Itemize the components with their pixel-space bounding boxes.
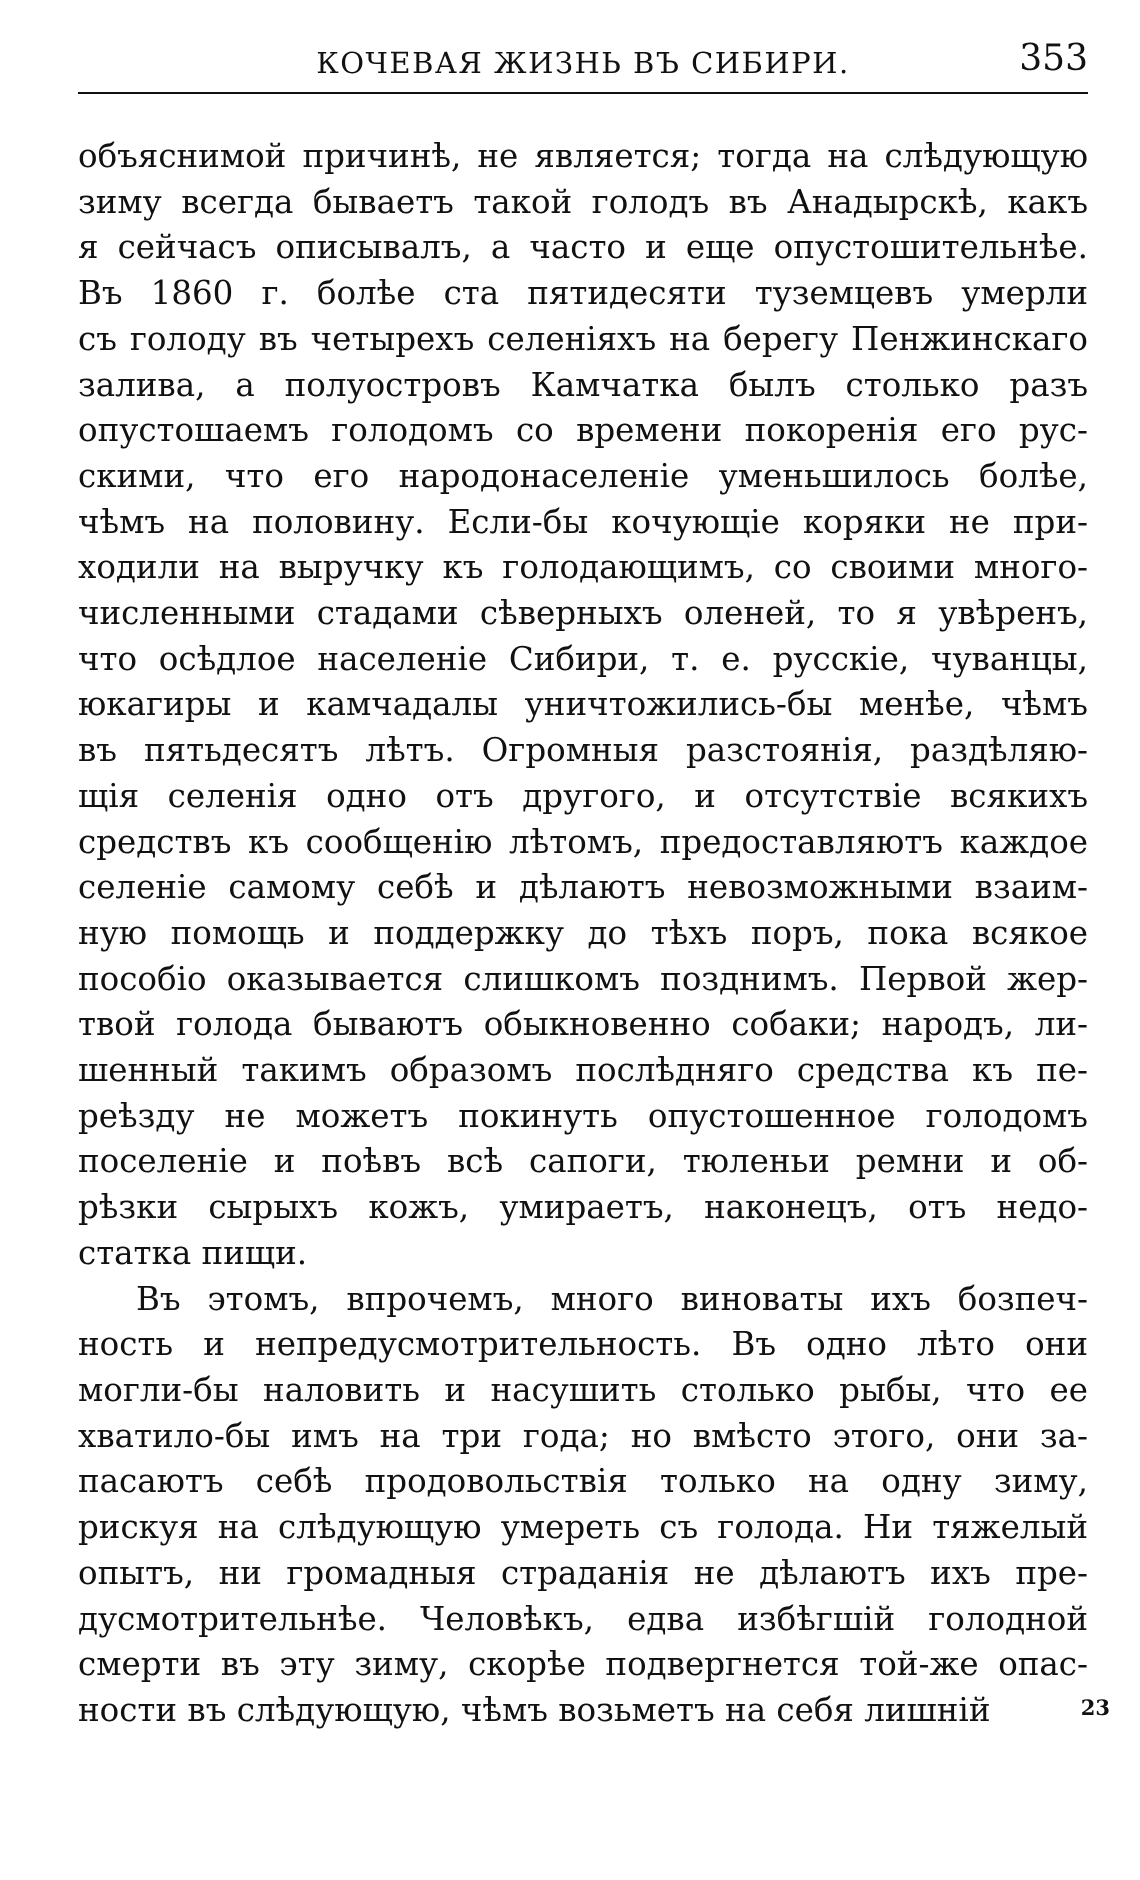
- page-number: 353: [1019, 38, 1088, 79]
- text-line: средствъ къ сообщенію лѣтомъ, предоставляютъ каждое: [78, 822, 1088, 861]
- text-line: объяснимой причинѣ, не является; тогда на слѣдующую: [78, 137, 1088, 175]
- body-text: [78, 134, 1088, 1734]
- paragraph-1: [78, 134, 1088, 1277]
- text-line: дусмотрительнѣе. Человѣкъ, едва избѣгшій голодной: [78, 1599, 1088, 1638]
- text-line: пасаютъ себѣ продовольствія только на одну зиму,: [78, 1462, 1088, 1501]
- text-line: шенный такимъ образомъ послѣдняго средства къ пе-: [78, 1051, 1088, 1090]
- text-line: рѣзки сырыхъ кожъ, умираетъ, наконецъ, отъ недо-: [78, 1188, 1088, 1227]
- text-line: ность и непредусмотрительность. Въ одно лѣто они: [78, 1325, 1088, 1364]
- text-line: что осѣдлое населеніе Сибири, т. е. русскіе, чуванцы,: [78, 639, 1088, 678]
- text-line: поселеніе и поѣвъ всѣ сапоги, тюленьи ремни и об-: [78, 1142, 1088, 1181]
- text-line: щія селенія одно отъ другого, и отсутствіе всякихъ: [78, 776, 1088, 815]
- text-line: я сейчасъ описывалъ, а часто и еще опустошительнѣе.: [78, 228, 1088, 267]
- text-line: могли-бы наловить и насушить столько рыбы, что ее: [78, 1370, 1088, 1409]
- text-line: съ голоду въ четырехъ селеніяхъ на берегу Пенжинскаго: [78, 319, 1088, 358]
- text-line: чѣмъ на половину. Если-бы кочующіе коряки не при-: [78, 502, 1088, 541]
- text-line: опустошаемъ голодомъ со времени покоренія его рус-: [78, 411, 1088, 450]
- text-line: юкагиры и камчадалы уничтожились-бы менѣе, чѣмъ: [78, 685, 1088, 724]
- text-line: селеніе самому себѣ и дѣлаютъ невозможными взаим-: [78, 868, 1088, 907]
- text-line: ную помощь и поддержку до тѣхъ поръ, пока всякое: [78, 913, 1088, 952]
- running-head: КОЧЕВАЯ ЖИЗНЬ ВЪ СИБИРИ.: [316, 46, 850, 80]
- text-line: рискуя на слѣдующую умереть съ голода. Ни тяжелый: [78, 1508, 1088, 1547]
- text-line: смерти въ эту зиму, скорѣе подвергнется той-же опас-: [78, 1645, 1088, 1684]
- text-line: Въ 1860 г. болѣе ста пятидесяти туземцевъ умерли: [78, 274, 1088, 313]
- text-line: численными стадами сѣверныхъ оленей, то я увѣренъ,: [78, 594, 1088, 633]
- text-line: хватило-бы имъ на три года; но вмѣсто этого, они за-: [78, 1416, 1088, 1455]
- book-page: [78, 38, 1088, 1734]
- text-line: ходили на выручку къ голодающимъ, со своими много-: [78, 548, 1088, 587]
- text-line: реѣзду не можетъ покинуть опустошенное голодомъ: [78, 1096, 1088, 1135]
- text-line: статка пищи.: [78, 1233, 308, 1272]
- printer-signature-mark: 23: [1080, 1695, 1110, 1720]
- text-line: твой голода бываютъ обыкновенно собаки; народъ, ли-: [78, 1005, 1088, 1044]
- text-line: въ пятьдесятъ лѣтъ. Огромныя разстоянія, раздѣляю-: [78, 731, 1088, 770]
- paragraph-2: [78, 1277, 1088, 1734]
- header-rule: [78, 92, 1088, 94]
- text-line: Въ этомъ, впрочемъ, много виноваты ихъ бозпеч-: [136, 1279, 1088, 1318]
- text-line: пособіо оказывается слишкомъ позднимъ. Первой жер-: [78, 959, 1088, 998]
- page-header: [78, 38, 1088, 90]
- text-line: опытъ, ни громадныя страданія не дѣлаютъ ихъ пре-: [78, 1553, 1088, 1592]
- text-line: залива, а полуостровъ Камчатка былъ столько разъ: [78, 365, 1088, 404]
- text-line: зиму всегда бываетъ такой голодъ въ Анадырскѣ, какъ: [78, 182, 1088, 221]
- text-line: ности въ слѣдующую, чѣмъ возьметъ на себя лишній: [78, 1690, 991, 1729]
- text-line: скими, что его народонаселеніе уменьшилось болѣе,: [78, 456, 1088, 495]
